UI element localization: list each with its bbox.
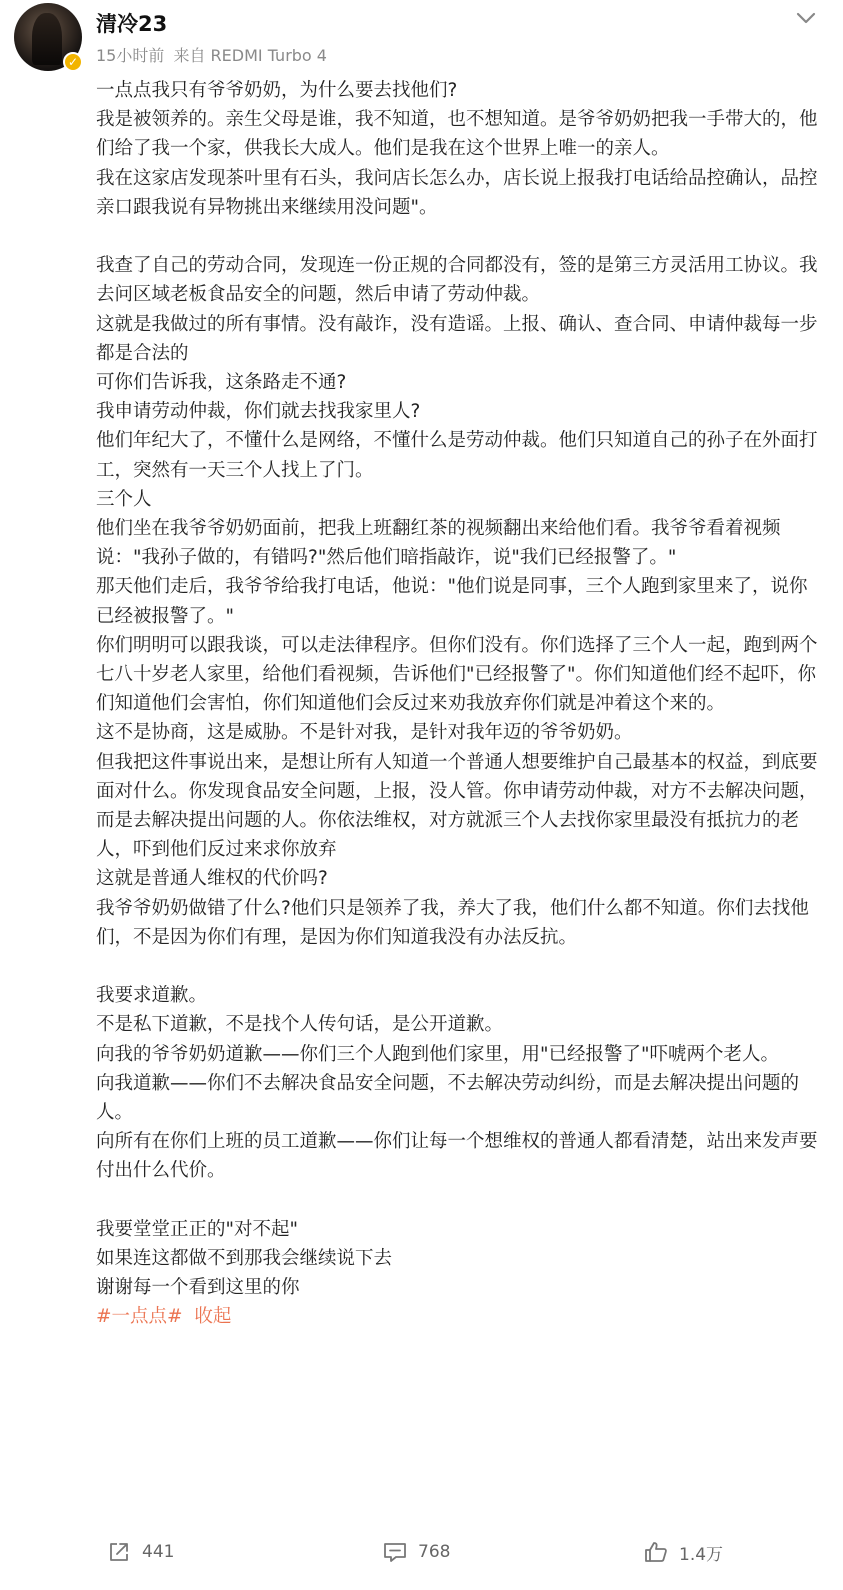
username[interactable]: 清冷23 — [96, 12, 168, 36]
post-paragraph: 这就是普通人维权的代价吗? — [96, 868, 328, 890]
post-paragraph: 不是私下道歉，不是找个人传句话，是公开道歉。 — [96, 1014, 504, 1036]
like-button[interactable] — [643, 1538, 723, 1566]
post-paragraph: 我爷爷奶奶做错了什么?他们只是领养了我，养大了我，他们什么都不知道。你们去找他们，不是因为你们有理，是因为你们知道我没有办法反抗。 — [96, 897, 809, 948]
comment-button[interactable] — [382, 1538, 450, 1566]
post-paragraph: 我申请劳动仲裁，你们就去找我家里人? — [96, 401, 421, 423]
chevron-down-icon[interactable] — [792, 4, 820, 32]
post-paragraph: 三个人 — [96, 488, 152, 510]
post-paragraph: 向我道歉——你们不去解决食品安全问题，不去解决劳动纠纷，而是去解决提出问题的人。 — [96, 1072, 800, 1124]
post-paragraph: 那天他们走后，我爷爷给我打电话，他说："他们说是同事，三个人跑到家里来了，说你已经被报警了。" — [96, 576, 808, 627]
post-tags — [96, 1302, 822, 1331]
thumbs-up-icon — [643, 1539, 669, 1565]
post-paragraph: 可你们告诉我，这条路走不通? — [96, 372, 347, 394]
comment-icon — [382, 1539, 408, 1565]
post-content — [96, 76, 822, 1332]
post-paragraph: 谢谢每一个看到这里的你 — [96, 1277, 300, 1299]
post-paragraph: 你们明明可以跟我谈，可以走法律程序。但你们没有。你们选择了三个人一起，跑到两个七八十岁老人家里，给他们看视频，告诉他们"已经报警了"。你们知道他们经不起吓，你们知道他们会害怕，你们知道他们会反过来劝我放弃你们就是冲着这个来的。 — [96, 634, 818, 715]
post-meta — [96, 43, 331, 66]
post-paragraph: 我要求道歉。 — [96, 985, 208, 1007]
post-paragraph: 他们坐在我爷爷奶奶面前，把我上班翻红茶的视频翻出来给他们看。我爷爷看着视频说："我孙子做的，有错吗?"然后他们暗指敲诈，说"我们已经报警了。" — [96, 518, 781, 569]
post-paragraph: 但我把这件事说出来，是想让所有人知道一个普通人想要维护自己最基本的权益，到底要面对什么。你发现食品安全问题，上报，没人管。你申请劳动仲裁，对方不去解决问题，而是去解决提出问题的人。你依法维权，对方就派三个人去找你家里最没有抵抗力的老人，吓到他们反过来求你放弃 — [96, 751, 818, 861]
post-paragraph: 我是被领养的。亲生父母是谁，我不知道，也不想知道。是爷爷奶奶把我一手带大的，他们给了我一个家，供我长大成人。他们是我在这个世界上唯一的亲人。 — [96, 109, 818, 160]
blank-line — [96, 1186, 822, 1215]
action-bar — [0, 1532, 843, 1572]
post-paragraph: 向所有在你们上班的员工道歉——你们让每一个想维权的普通人都看清楚，站出来发声要付出什么代价。 — [96, 1131, 818, 1182]
blank-line — [96, 952, 822, 981]
post-paragraph: 我要堂堂正正的"对不起" — [96, 1218, 299, 1240]
repost-count: 441 — [142, 1542, 175, 1562]
comment-count: 768 — [418, 1542, 451, 1562]
post-paragraph: 我查了自己的劳动合同，发现连一份正规的合同都没有，签的是第三方灵活用工协议。我去问区域老板食品安全的问题，然后申请了劳动仲裁。 — [96, 255, 818, 306]
post-source: 来自 REDMI Turbo 4 — [173, 46, 327, 65]
post-paragraph: 他们年纪大了，不懂什么是网络，不懂什么是劳动仲裁。他们只知道自己的孙子在外面打工，突然有一天三个人找上了门。 — [96, 430, 818, 481]
hashtag-link[interactable]: #一点点# — [96, 1306, 183, 1328]
like-count: 1.4万 — [679, 1544, 724, 1565]
avatar-figure — [32, 13, 62, 65]
post-paragraph: 这就是我做过的所有事情。没有敲诈，没有造谣。上报、确认、查合同、申请仲裁每一步都是合法的 — [96, 313, 818, 364]
post-header — [0, 0, 843, 80]
blank-line — [96, 222, 822, 251]
post-paragraph: 我在这家店发现茶叶里有石头，我问店长怎么办，店长说上报我打电话给品控确认，品控亲口跟我说有异物挑出来继续用没问题"。 — [96, 167, 818, 218]
post-paragraph: 如果连这都做不到那我会继续说下去 — [96, 1248, 393, 1270]
verified-badge-icon: ✓ — [63, 52, 83, 72]
post-paragraph: 一点点我只有爷爷奶奶，为什么要去找他们? — [96, 80, 458, 101]
repost-button[interactable] — [106, 1538, 174, 1566]
post-paragraph: 向我的爷爷奶奶道歉——你们三个人跑到他们家里，用"已经报警了"吓唬两个老人。 — [96, 1043, 780, 1065]
post-paragraph: 这不是协商，这是威胁。不是针对我，是针对我年迈的爷爷奶奶。 — [96, 722, 633, 744]
post-time: 15小时前 — [96, 46, 165, 65]
collapse-link[interactable]: 收起 — [194, 1306, 232, 1328]
share-icon — [106, 1539, 132, 1565]
